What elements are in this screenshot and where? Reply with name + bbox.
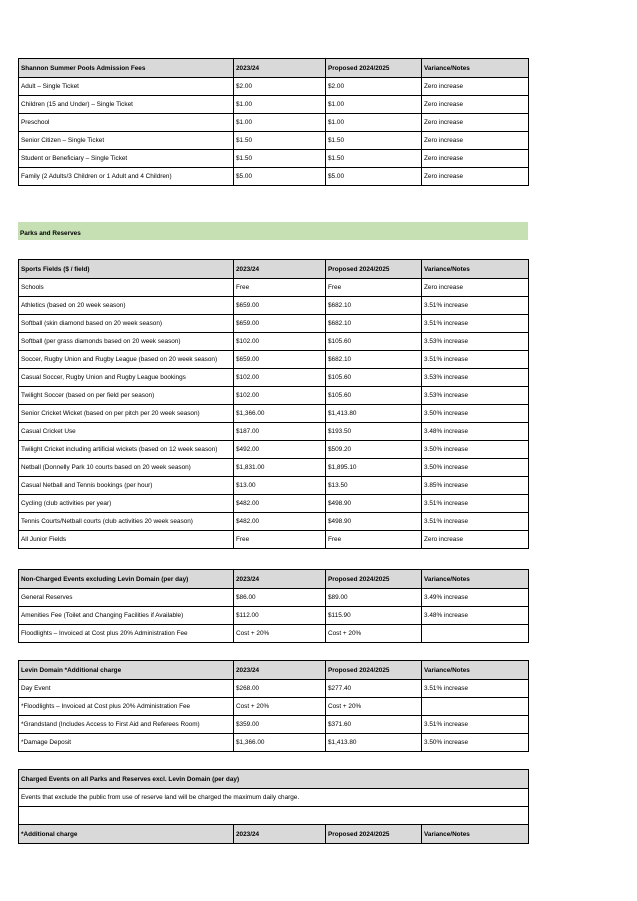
table-cell: Zero increase (422, 531, 529, 549)
table-cell: Cycling (club activities per year) (19, 495, 234, 513)
table-cell: Cost + 20% (326, 625, 422, 643)
table-cell: $1.50 (326, 132, 422, 150)
table-cell: $359.00 (234, 716, 326, 734)
table-cell: $13.50 (326, 477, 422, 495)
table-cell: 3.48% increase (422, 607, 529, 625)
header-cell: Sports Fields ($ / field) (19, 260, 234, 279)
table-cell: 3.51% increase (422, 495, 529, 513)
table-cell: 3.51% increase (422, 680, 529, 698)
table-cell: Casual Soccer, Rugby Union and Rugby League bookings (19, 369, 234, 387)
table-cell: Cost + 20% (234, 698, 326, 716)
table-cell: 3.53% increase (422, 369, 529, 387)
table-cell: All Junior Fields (19, 531, 234, 549)
table-cell: $268.00 (234, 680, 326, 698)
table-cell: $277.40 (326, 680, 422, 698)
table-cell: $1,366.00 (234, 405, 326, 423)
pools-fees-table (18, 58, 529, 186)
table-cell: $13.00 (234, 477, 326, 495)
band-title: Parks and Reserves (20, 230, 81, 237)
table-cell: $509.20 (326, 441, 422, 459)
table-cell: Senior Cricket Wicket (based on per pitch per 20 week season) (19, 405, 234, 423)
levin-domain-table (18, 660, 529, 752)
table-cell: Softball (per grass diamonds based on 20 week season) (19, 333, 234, 351)
table-cell: $1.00 (326, 96, 422, 114)
header-cell: *Additional charge (19, 825, 234, 844)
header-cell: Shannon Summer Pools Admission Fees (19, 59, 234, 78)
table-cell: 3.50% increase (422, 459, 529, 477)
table-cell (422, 625, 529, 643)
header-cell: Proposed 2024/2025 (326, 260, 422, 279)
levin-header-row (19, 661, 529, 680)
table-row (19, 168, 529, 186)
table-cell: Zero increase (422, 150, 529, 168)
table-cell: $1.50 (234, 150, 326, 168)
table-cell: $1,366.00 (234, 734, 326, 752)
charged-header-row (19, 825, 529, 844)
table-cell: $659.00 (234, 351, 326, 369)
table-cell: $492.00 (234, 441, 326, 459)
table-row (19, 477, 529, 495)
sports-header-row (19, 260, 529, 279)
blank-cell (19, 807, 529, 825)
table-cell: Twilight Cricket including artificial wickets (based on 12 week season) (19, 441, 234, 459)
table-cell: Cost + 20% (326, 698, 422, 716)
table-cell: Preschool (19, 114, 234, 132)
table-cell: Senior Citizen – Single Ticket (19, 132, 234, 150)
table-row (19, 513, 529, 531)
table-row (19, 423, 529, 441)
header-cell: Proposed 2024/2025 (326, 570, 422, 589)
table-cell: *Grandstand (Includes Access to First Aid and Referees Room) (19, 716, 234, 734)
table-row (19, 279, 529, 297)
table-row (19, 96, 529, 114)
table-cell: $2.00 (234, 78, 326, 96)
table-cell: Children (15 and Under) – Single Ticket (19, 96, 234, 114)
table-cell: Twilight Soccer (based on per field per season) (19, 387, 234, 405)
table-row (19, 297, 529, 315)
table-cell: Free (326, 279, 422, 297)
table-row (19, 734, 529, 752)
table-cell: General Reserves (19, 589, 234, 607)
table-cell: $5.00 (326, 168, 422, 186)
table-row (19, 114, 529, 132)
table-row (19, 625, 529, 643)
charged-blank-row (19, 807, 529, 825)
table-row (19, 132, 529, 150)
table-cell: $105.60 (326, 333, 422, 351)
pools-header-row (19, 59, 529, 78)
table-cell: $498.90 (326, 513, 422, 531)
table-cell: $498.90 (326, 495, 422, 513)
table-cell: Student or Beneficiary – Single Ticket (19, 150, 234, 168)
table-cell: Free (234, 531, 326, 549)
table-cell: 3.51% increase (422, 297, 529, 315)
table-cell: $1.00 (234, 96, 326, 114)
table-cell: Softball (skin diamond based on 20 week season) (19, 315, 234, 333)
noncharged-header-row (19, 570, 529, 589)
header-cell: 2023/24 (234, 661, 326, 680)
table-cell: $682.10 (326, 315, 422, 333)
table-row (19, 607, 529, 625)
table-cell: 3.48% increase (422, 423, 529, 441)
table-cell: 3.49% increase (422, 589, 529, 607)
table-cell: 3.50% increase (422, 441, 529, 459)
charged-title-row (19, 770, 529, 789)
table-cell: 3.51% increase (422, 513, 529, 531)
table-cell: Free (234, 279, 326, 297)
table-cell: $682.10 (326, 297, 422, 315)
table-cell: $1.50 (234, 132, 326, 150)
table-cell: $682.10 (326, 351, 422, 369)
charged-events-table (18, 769, 529, 844)
charged-title: Charged Events on all Parks and Reserves excl. Levin Domain (per day) (19, 770, 529, 789)
table-cell: Adult – Single Ticket (19, 78, 234, 96)
table-row (19, 405, 529, 423)
table-cell: $1,831.00 (234, 459, 326, 477)
table-cell: $1,895.10 (326, 459, 422, 477)
table-cell: Zero increase (422, 168, 529, 186)
table-cell: Casual Cricket Use (19, 423, 234, 441)
table-cell: $105.60 (326, 387, 422, 405)
table-cell: $1.00 (326, 114, 422, 132)
table-cell: $659.00 (234, 315, 326, 333)
table-row (19, 680, 529, 698)
table-cell: Zero increase (422, 132, 529, 150)
table-row (19, 351, 529, 369)
table-cell: 3.53% increase (422, 387, 529, 405)
table-cell: Zero increase (422, 96, 529, 114)
sports-fields-table (18, 259, 529, 549)
table-row (19, 150, 529, 168)
table-row (19, 441, 529, 459)
table-cell: Schools (19, 279, 234, 297)
table-cell: 3.51% increase (422, 351, 529, 369)
table-row (19, 78, 529, 96)
charged-note: Events that exclude the public from use of reserve land will be charged the maximum daily charge. (19, 789, 529, 807)
header-cell: Proposed 2024/2025 (326, 661, 422, 680)
table-cell: $187.00 (234, 423, 326, 441)
header-cell: Variance/Notes (422, 825, 529, 844)
table-cell: Zero increase (422, 78, 529, 96)
table-row (19, 315, 529, 333)
table-cell: 3.85% increase (422, 477, 529, 495)
table-row (19, 387, 529, 405)
table-cell: Day Event (19, 680, 234, 698)
table-row (19, 333, 529, 351)
table-cell: $193.50 (326, 423, 422, 441)
table-cell: 3.53% increase (422, 333, 529, 351)
header-cell: Levin Domain *Additional charge (19, 661, 234, 680)
table-cell: Athletics (based on 20 week season) (19, 297, 234, 315)
table-row (19, 531, 529, 549)
header-cell: Variance/Notes (422, 570, 529, 589)
header-cell: Non-Charged Events excluding Levin Domain (per day) (19, 570, 234, 589)
table-cell: Cost + 20% (234, 625, 326, 643)
table-cell: 3.50% increase (422, 405, 529, 423)
header-cell: Variance/Notes (422, 59, 529, 78)
header-cell: 2023/24 (234, 59, 326, 78)
table-cell: Casual Netball and Tennis bookings (per hour) (19, 477, 234, 495)
table-cell: Soccer, Rugby Union and Rugby League (based on 20 week season) (19, 351, 234, 369)
header-cell: 2023/24 (234, 570, 326, 589)
table-cell: $102.00 (234, 369, 326, 387)
table-row (19, 495, 529, 513)
table-row (19, 716, 529, 734)
table-cell: $659.00 (234, 297, 326, 315)
header-cell: 2023/24 (234, 825, 326, 844)
header-cell: 2023/24 (234, 260, 326, 279)
header-cell: Proposed 2024/2025 (326, 825, 422, 844)
table-row (19, 459, 529, 477)
table-cell: *Floodlights – Invoiced at Cost plus 20% Administration Fee (19, 698, 234, 716)
table-cell: 3.51% increase (422, 315, 529, 333)
parks-reserves-band (18, 222, 528, 240)
table-cell: Floodlights – Invoiced at Cost plus 20% Administration Fee (19, 625, 234, 643)
table-cell (422, 698, 529, 716)
table-cell: Netball (Donnelly Park 10 courts based on 20 week season) (19, 459, 234, 477)
table-cell: $105.60 (326, 369, 422, 387)
header-cell: Variance/Notes (422, 260, 529, 279)
table-cell: $371.60 (326, 716, 422, 734)
charged-note-row (19, 789, 529, 807)
table-cell: $2.00 (326, 78, 422, 96)
table-cell: $1.50 (326, 150, 422, 168)
table-cell: $1,413.80 (326, 734, 422, 752)
table-row (19, 589, 529, 607)
table-cell: Tennis Courts/Netball courts (club activities 20 week season) (19, 513, 234, 531)
noncharged-events-table (18, 569, 529, 643)
table-cell: $1.00 (234, 114, 326, 132)
table-cell: 3.51% increase (422, 716, 529, 734)
table-cell: Family (2 Adults/3 Children or 1 Adult and 4 Children) (19, 168, 234, 186)
table-cell: $482.00 (234, 513, 326, 531)
table-cell: $115.90 (326, 607, 422, 625)
table-cell: Zero increase (422, 279, 529, 297)
header-cell: Proposed 2024/2025 (326, 59, 422, 78)
table-cell: $5.00 (234, 168, 326, 186)
table-cell: $112.00 (234, 607, 326, 625)
table-cell: Amenities Fee (Toilet and Changing Facilities if Available) (19, 607, 234, 625)
header-cell: Variance/Notes (422, 661, 529, 680)
table-cell: $1,413.80 (326, 405, 422, 423)
table-cell: 3.50% increase (422, 734, 529, 752)
table-row (19, 369, 529, 387)
table-cell: $86.00 (234, 589, 326, 607)
table-cell: Free (326, 531, 422, 549)
table-cell: Zero increase (422, 114, 529, 132)
table-cell: $102.00 (234, 387, 326, 405)
table-cell: $482.00 (234, 495, 326, 513)
table-cell: *Damage Deposit (19, 734, 234, 752)
table-cell: $89.00 (326, 589, 422, 607)
table-cell: $102.00 (234, 333, 326, 351)
table-row (19, 698, 529, 716)
